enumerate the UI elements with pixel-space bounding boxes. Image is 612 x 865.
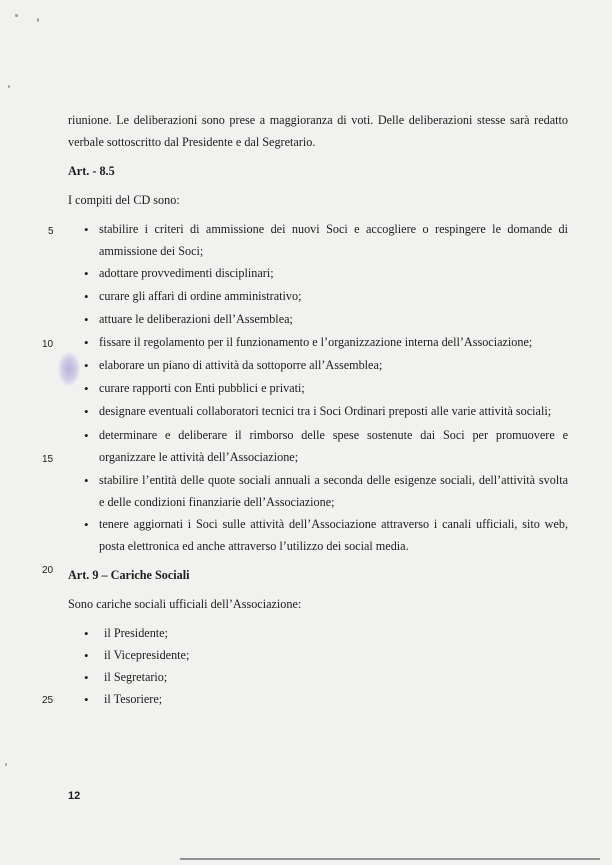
stamp-mark xyxy=(58,352,80,386)
list-item: designare eventuali collaboratori tecnici tra i Soci Ordinari preposti alle varie attività sociali; xyxy=(99,404,552,418)
list-item: adottare provvedimenti disciplinari; xyxy=(99,266,274,280)
list-item: curare gli affari di ordine amministrativo; xyxy=(99,289,302,303)
scan-speck xyxy=(5,763,7,766)
bullet-marker: • xyxy=(84,670,89,685)
scan-edge-line xyxy=(180,858,600,860)
list-item: il Vicepresidente; xyxy=(104,648,190,662)
intro-line-2: verbale sottoscritto dal Presidente e dal Segretario. xyxy=(68,135,316,149)
bullet-marker: • xyxy=(84,335,89,350)
line-number: 5 xyxy=(48,226,54,237)
article-intro: Sono cariche sociali ufficiali dell’Associazione: xyxy=(68,597,302,611)
list-item: il Segretario; xyxy=(104,670,168,684)
bullet-marker: • xyxy=(84,473,89,488)
list-item-cont: posta elettronica ed anche attraverso l’utilizzo dei social media. xyxy=(99,539,409,553)
list-item-cont: organizzare le attività dell’Associazione; xyxy=(99,450,299,464)
line-number: 10 xyxy=(42,339,54,350)
line-number: 15 xyxy=(42,454,54,465)
list-item-cont: ammissione dei Soci; xyxy=(99,244,204,258)
intro-line-1: riunione. Le deliberazioni sono prese a maggioranza di voti. Delle deliberazioni stesse sarà redatto xyxy=(68,113,568,127)
bullet-marker: • xyxy=(84,222,89,237)
list-item: fissare il regolamento per il funzionamento e l’organizzazione interna dell’Associazione; xyxy=(99,335,533,349)
scan-speck xyxy=(15,14,18,17)
bullet-marker: • xyxy=(84,266,89,281)
scan-speck xyxy=(37,18,39,22)
bullet-marker: • xyxy=(84,648,89,663)
list-item: curare rapporti con Enti pubblici e privati; xyxy=(99,381,305,395)
page-number: 12 xyxy=(68,790,81,802)
scan-speck xyxy=(8,85,10,88)
line-number: 20 xyxy=(42,565,54,576)
list-item: attuare le deliberazioni dell’Assemblea; xyxy=(99,312,293,326)
bullet-marker: • xyxy=(84,517,89,532)
article-heading: Art. - 8.5 xyxy=(68,164,115,178)
bullet-marker: • xyxy=(84,692,89,707)
list-item: stabilire i criteri di ammissione dei nuovi Soci e accogliere o respingere le domande di xyxy=(99,222,568,236)
list-item: elaborare un piano di attività da sottoporre all’Assemblea; xyxy=(99,358,383,372)
list-item: tenere aggiornati i Soci sulle attività dell’Associazione attraverso i canali ufficiali, sito web, xyxy=(99,517,568,531)
bullet-marker: • xyxy=(84,381,89,396)
list-item: il Presidente; xyxy=(104,626,168,640)
list-item: determinare e deliberare il rimborso delle spese sostenute dai Soci per promuovere e xyxy=(99,428,568,442)
bullet-marker: • xyxy=(84,404,89,419)
bullet-marker: • xyxy=(84,312,89,327)
bullet-marker: • xyxy=(84,428,89,443)
list-item: il Tesoriere; xyxy=(104,692,163,706)
article-heading: Art. 9 – Cariche Sociali xyxy=(68,568,190,582)
bullet-marker: • xyxy=(84,289,89,304)
line-number: 25 xyxy=(42,695,54,706)
list-item-cont: e delle condizioni finanziarie dell’Associazione; xyxy=(99,495,335,509)
bullet-marker: • xyxy=(84,626,89,641)
article-intro: I compiti del CD sono: xyxy=(68,193,180,207)
list-item: stabilire l’entità delle quote sociali annuali a seconda delle esigenze sociali, dell’attività svolta xyxy=(99,473,568,487)
bullet-marker: • xyxy=(84,358,89,373)
